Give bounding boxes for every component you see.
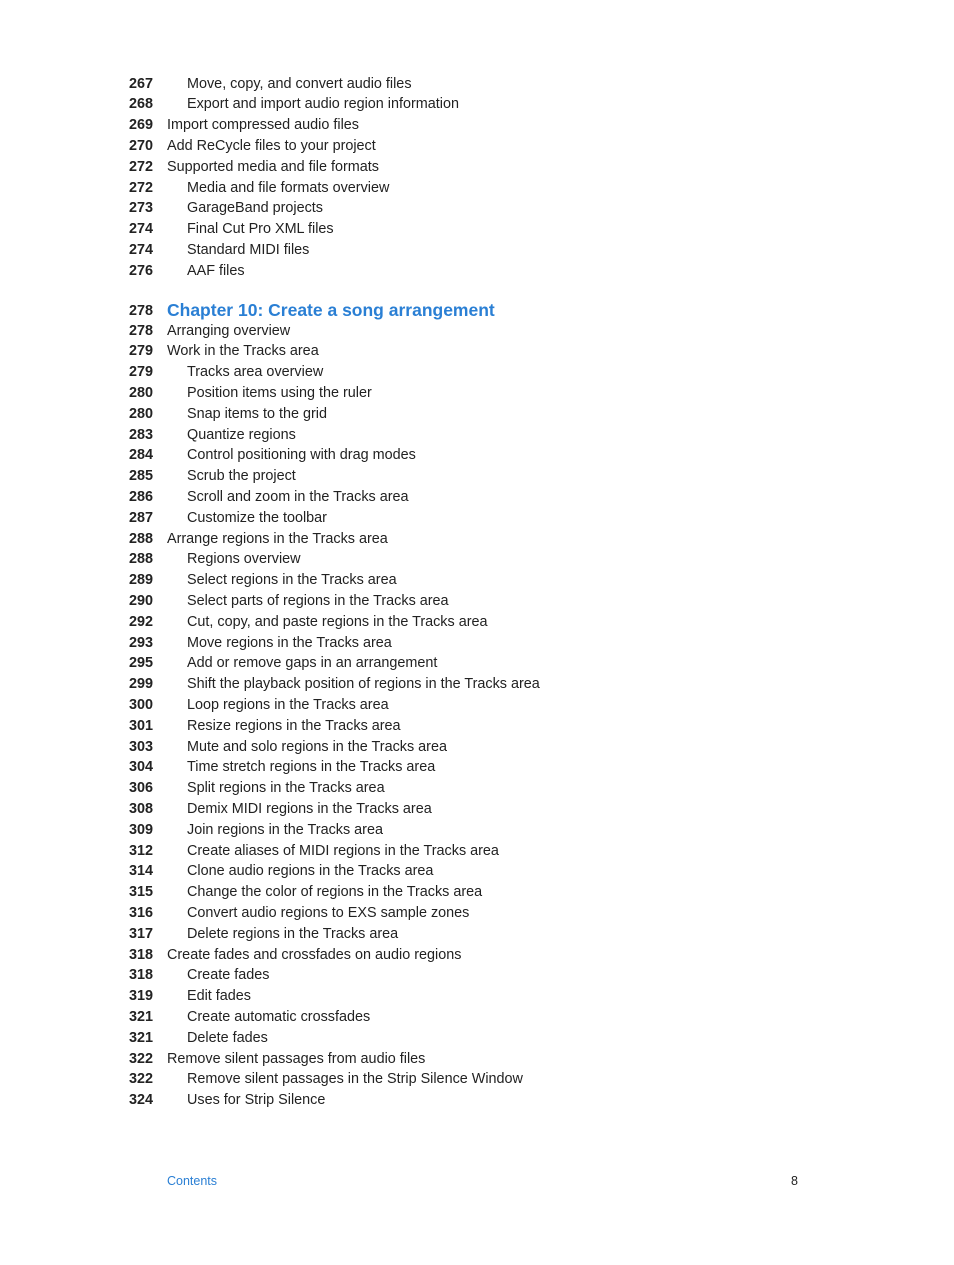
- toc-entry-title[interactable]: Create aliases of MIDI regions in the Tracks area: [187, 842, 499, 859]
- toc-entry-title[interactable]: Snap items to the grid: [187, 405, 327, 422]
- toc-page-number: 276: [129, 262, 154, 279]
- toc-entry-title[interactable]: Tracks area overview: [187, 364, 324, 381]
- toc-page-number: 287: [129, 509, 154, 526]
- toc-page-number: 286: [129, 488, 154, 505]
- toc-page-number: 284: [129, 447, 154, 464]
- toc-page-number: 304: [129, 759, 154, 776]
- toc-page-number: 289: [129, 572, 154, 589]
- toc-entry-title[interactable]: Loop regions in the Tracks area: [187, 696, 389, 713]
- toc-entry-title[interactable]: Convert audio regions to EXS sample zones: [187, 904, 470, 921]
- toc-page-number: 280: [129, 405, 154, 422]
- toc-page-number: 309: [129, 821, 154, 838]
- toc-page-number: 278: [129, 303, 154, 319]
- toc-page-number: 288: [129, 530, 154, 547]
- toc-page-number: 315: [129, 884, 154, 901]
- toc-page-number: 270: [129, 137, 154, 154]
- toc-page-number: 273: [129, 200, 154, 217]
- toc-entry-title[interactable]: Join regions in the Tracks area: [187, 821, 383, 838]
- toc-page-number: 303: [129, 738, 154, 755]
- toc-entry-title[interactable]: Change the color of regions in the Tracks area: [187, 884, 483, 901]
- toc-entry-title[interactable]: Remove silent passages in the Strip Silence Window: [187, 1071, 523, 1088]
- toc-page-number: 295: [129, 655, 154, 672]
- footer-section-link[interactable]: Contents: [167, 1174, 218, 1188]
- toc-entry-title[interactable]: Add or remove gaps in an arrangement: [187, 655, 438, 672]
- toc-page-number: 322: [129, 1071, 154, 1088]
- toc-entry-title[interactable]: Delete fades: [187, 1029, 268, 1046]
- toc-page-number: 280: [129, 384, 154, 401]
- toc-page-number: 292: [129, 613, 154, 630]
- toc-page-number: 306: [129, 780, 154, 797]
- toc-page-number: 283: [129, 426, 154, 443]
- footer-page-number: 8: [791, 1174, 798, 1188]
- toc-page-number: 316: [129, 904, 154, 921]
- toc-entry-title[interactable]: Add ReCycle files to your project: [167, 137, 376, 154]
- toc-page-number: 293: [129, 634, 154, 651]
- toc-page-number: 274: [129, 221, 154, 238]
- toc-entry-title[interactable]: Quantize regions: [187, 426, 296, 443]
- toc-entry-title[interactable]: Clone audio regions in the Tracks area: [187, 863, 434, 880]
- toc-page-number: 301: [129, 717, 154, 734]
- toc-page-number: 317: [129, 925, 154, 942]
- toc-entry-title[interactable]: Select parts of regions in the Tracks area: [187, 592, 449, 609]
- toc-page-number: 278: [129, 322, 154, 339]
- toc-page-number: 319: [129, 988, 154, 1005]
- toc-entry-title[interactable]: Delete regions in the Tracks area: [187, 925, 399, 942]
- toc-entry-title[interactable]: Position items using the ruler: [187, 384, 372, 401]
- toc-page-number: 274: [129, 241, 154, 258]
- toc-entry-title[interactable]: Uses for Strip Silence: [187, 1092, 326, 1109]
- toc-entry-title[interactable]: Select regions in the Tracks area: [187, 572, 397, 589]
- toc-entry-title[interactable]: Remove silent passages from audio files: [167, 1050, 426, 1067]
- toc-page-number: 312: [129, 842, 154, 859]
- toc-entry-title[interactable]: Resize regions in the Tracks area: [187, 717, 401, 734]
- toc-page-number: 279: [129, 364, 154, 381]
- toc-entry-title[interactable]: Work in the Tracks area: [167, 343, 319, 360]
- toc-entry-title[interactable]: Create automatic crossfades: [187, 1008, 371, 1025]
- toc-page-number: 279: [129, 343, 154, 360]
- toc-entry-title[interactable]: Move, copy, and convert audio files: [187, 75, 412, 92]
- toc-page-number: 267: [129, 75, 154, 92]
- toc-page-number: 272: [129, 179, 154, 196]
- toc-entry-title[interactable]: Customize the toolbar: [187, 509, 327, 526]
- toc-entry-title[interactable]: GarageBand projects: [187, 200, 323, 217]
- toc-page-number: 318: [129, 946, 154, 963]
- toc-page-number: 299: [129, 676, 154, 693]
- toc-entry-title[interactable]: Control positioning with drag modes: [187, 447, 416, 464]
- toc-page-number: 300: [129, 696, 154, 713]
- toc-page-number: 308: [129, 800, 154, 817]
- toc-entry-title[interactable]: Create fades and crossfades on audio regions: [167, 946, 462, 963]
- toc-page-number: 318: [129, 967, 154, 984]
- toc-page-number: 314: [129, 863, 154, 880]
- toc-page-number: 321: [129, 1008, 154, 1025]
- toc-entry-title[interactable]: Supported media and file formats: [167, 158, 379, 175]
- toc-page-number: 272: [129, 158, 154, 175]
- toc-entry-title[interactable]: Regions overview: [187, 551, 301, 568]
- toc-page-number: 321: [129, 1029, 154, 1046]
- toc-entry-title[interactable]: Scroll and zoom in the Tracks area: [187, 488, 409, 505]
- toc-entry-title[interactable]: Scrub the project: [187, 468, 296, 485]
- toc-page-number: 269: [129, 117, 154, 134]
- toc-page-number: 285: [129, 468, 154, 485]
- toc-entry-title[interactable]: Demix MIDI regions in the Tracks area: [187, 800, 432, 817]
- toc-page-number: 290: [129, 592, 154, 609]
- toc-entry-title[interactable]: Shift the playback position of regions in the Tracks area: [187, 676, 540, 693]
- toc-entry-title[interactable]: Cut, copy, and paste regions in the Tracks area: [187, 613, 488, 630]
- toc-entry-title[interactable]: Import compressed audio files: [167, 117, 359, 134]
- toc-entry-title[interactable]: Final Cut Pro XML files: [187, 221, 334, 238]
- toc-entry-title[interactable]: Arrange regions in the Tracks area: [167, 530, 388, 547]
- toc-page-number: 324: [129, 1092, 154, 1109]
- toc-entry-title[interactable]: Move regions in the Tracks area: [187, 634, 392, 651]
- toc-entry-title[interactable]: Standard MIDI files: [187, 241, 310, 258]
- toc-entry-title[interactable]: Export and import audio region information: [187, 96, 459, 113]
- toc-entry-title[interactable]: Media and file formats overview: [187, 179, 390, 196]
- toc-entry-title[interactable]: AAF files: [187, 262, 245, 279]
- toc-page-number: 268: [129, 96, 154, 113]
- toc-entry-title[interactable]: Mute and solo regions in the Tracks area: [187, 738, 447, 755]
- toc-page-number: 288: [129, 551, 154, 568]
- toc-entry-title[interactable]: Arranging overview: [167, 322, 291, 339]
- toc-page-number: 322: [129, 1050, 154, 1067]
- toc-entry-title[interactable]: Edit fades: [187, 988, 251, 1005]
- toc-entry-title[interactable]: Time stretch regions in the Tracks area: [187, 759, 436, 776]
- toc-entry-title[interactable]: Create fades: [187, 967, 270, 984]
- toc-entry-title[interactable]: Split regions in the Tracks area: [187, 780, 385, 797]
- toc-entry-title[interactable]: Chapter 10: Create a song arrangement: [167, 300, 495, 320]
